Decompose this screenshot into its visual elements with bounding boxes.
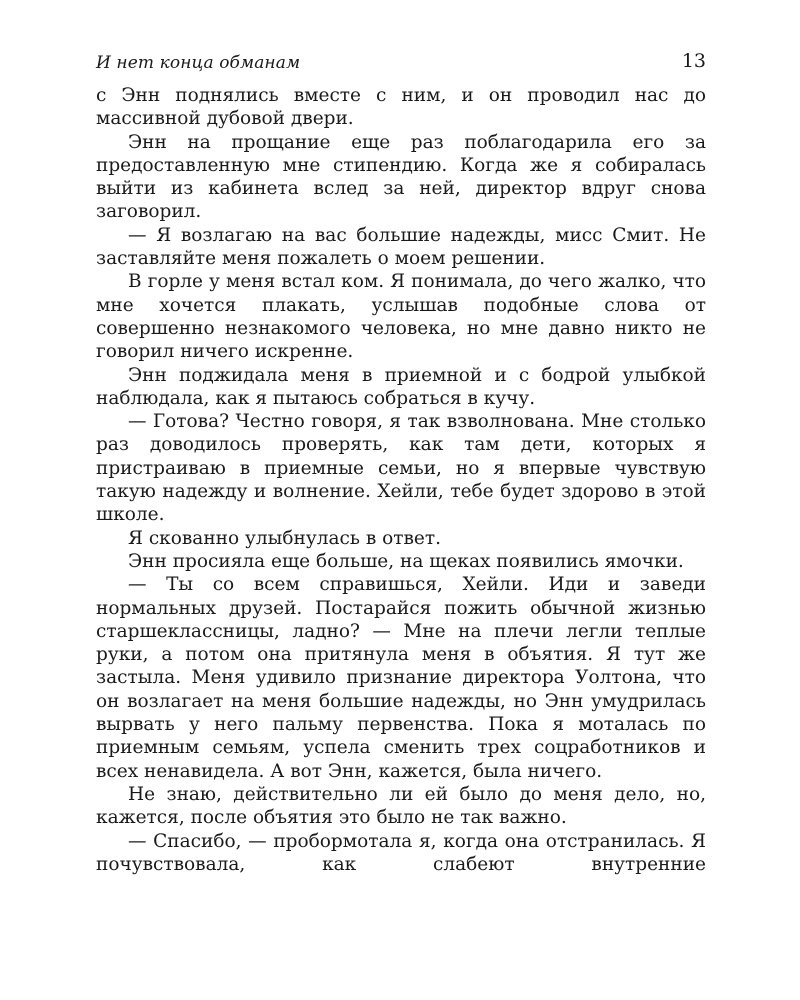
paragraph: — Я возлагаю на вас большие надежды, мисс Смит. Не заставляйте меня пожалеть о моем решении. (96, 224, 706, 270)
paragraph: Энн просияла еще больше, на щеках появились ямочки. (128, 550, 684, 572)
page-number: 13 (681, 50, 706, 72)
running-title: И нет конца обманам (96, 53, 301, 73)
paragraph: — Готова? Честно говоря, я так взволнована. Мне столько раз доводилось проверять, как там дети, которых я пристраиваю в приемные семьи, но я впервые чувствую такую надежду и волнение. Хейли, тебе будет здорово в этой школе. (96, 411, 706, 526)
paragraph: — Спасибо, — пробормотала я, когда она отстранилась. Я почувствовала, как слабеют внутренние (96, 830, 706, 875)
paragraph: Я скованно улыбнулась в ответ. (128, 527, 441, 549)
paragraph: В горле у меня встал ком. Я понимала, до чего жалко, что мне хочется плакать, услышав подобные слова от совершенно незнакомого человека, но мне давно никто не говорил ничего искренне. (96, 271, 706, 363)
paragraph: Не знаю, действительно ли ей было до меня дело, но, кажется, после объятия это было не так важно. (96, 783, 706, 829)
paragraph: — Ты со всем справишься, Хейли. Иди и заведи нормальных друзей. Постарайся пожить обычной жизнью старшеклассницы, ладно? — Мне на плечи легли теплые руки, а потом она притянула меня в объятия. Я тут же застыла. Меня удивило признание директора Уолтона, что он возлагает на меня большие надежды, но Энн умудрилась вырвать у него пальму первенства. Пока я моталась по приемным семьям, успела сменить трех соцработников и всех ненавидела. А вот Энн, кажется, была ничего. (96, 574, 706, 782)
running-head (96, 50, 706, 76)
paragraph: Энн на прощание еще раз поблагодарила его за предоставленную мне стипендию. Когда же я собиралась выйти из кабинета вслед за ней, директор вдруг снова заговорил. (96, 131, 706, 223)
paragraph: Энн поджидала меня в приемной и с бодрой улыбкой наблюдала, как я пытаюсь собраться в кучу. (96, 364, 706, 409)
paragraph: с Энн поднялись вместе с ним, и он проводил нас до массивной дубовой двери. (96, 85, 706, 130)
body-text (96, 84, 706, 876)
